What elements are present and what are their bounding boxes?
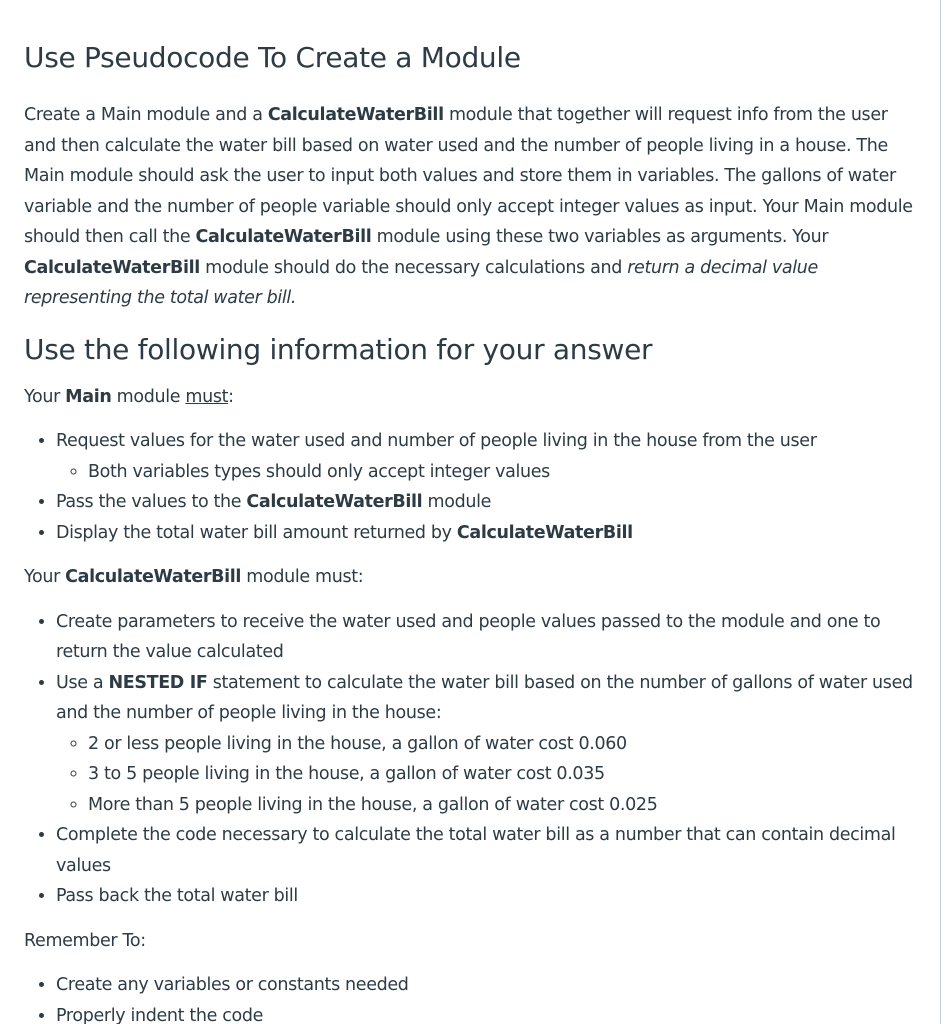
list-item: • Create any variables or constants needed bbox=[56, 970, 919, 1001]
main-label-underline: must bbox=[185, 386, 229, 407]
intro-bold-2: CalculateWaterBill bbox=[195, 227, 372, 247]
intro-bold-3: CalculateWaterBill bbox=[24, 257, 200, 278]
intro-text-1: Create a Main module and a bbox=[24, 105, 268, 125]
content-divider bbox=[940, 0, 945, 1024]
list-item bbox=[56, 518, 919, 549]
remember-list bbox=[24, 970, 919, 1024]
main-label-mid: module bbox=[111, 386, 186, 407]
list-item bbox=[56, 668, 919, 821]
list-item: • Pass back the total water bill bbox=[56, 881, 919, 912]
list-item: • Create parameters to receive the water used and people values passed to the module and one to return the value calculated bbox=[56, 607, 919, 668]
list-item: • Complete the code necessary to calculate the total water bill as a number that can contain decimal values bbox=[56, 820, 919, 881]
sub-list-item: ◦ 3 to 5 people living in the house, a gallon of water cost 0.035 bbox=[88, 759, 919, 790]
main-label-bold: Main bbox=[65, 386, 112, 407]
list-item-text: Pass the values to the bbox=[56, 492, 247, 512]
calc-label-post: module must: bbox=[241, 567, 364, 587]
main-label-pre: Your bbox=[24, 386, 66, 407]
intro-paragraph bbox=[24, 100, 919, 314]
list-item-bold: NESTED IF bbox=[108, 672, 208, 693]
sub-list bbox=[56, 729, 919, 821]
calc-label-bold: CalculateWaterBill bbox=[65, 567, 242, 587]
sub-list-item: ◦ Both variables types should only accept integer values bbox=[88, 457, 919, 488]
list-item bbox=[56, 426, 919, 487]
sub-list-item: ◦ 2 or less people living in the house, a gallon of water cost 0.060 bbox=[88, 729, 919, 760]
intro-text-2: module that together will request info from the user and then calculate the water bill based on water used and the number of people living in a house. The Main module should ask the user to input both values and store them in variables. The gallons of water variable and the number of people variable should only accept integer values as input. Your Main module should then call the bbox=[24, 105, 913, 247]
sub-list bbox=[56, 457, 919, 488]
list-item-text: Request values for the water used and number of people living in the house from the user bbox=[56, 431, 817, 451]
sub-list-item: ◦ More than 5 people living in the house, a gallon of water cost 0.025 bbox=[88, 790, 919, 821]
main-label-post: : bbox=[228, 386, 234, 407]
list-item bbox=[56, 487, 919, 518]
calc-label-pre: Your bbox=[24, 567, 66, 587]
assignment-content bbox=[24, 38, 919, 1024]
list-item-bold: CalculateWaterBill bbox=[246, 492, 423, 512]
list-item-text: Use a bbox=[56, 672, 109, 693]
list-item-text: module bbox=[422, 492, 492, 512]
section-heading: Use the following information for your answer bbox=[24, 332, 653, 366]
calc-module-label bbox=[24, 562, 919, 593]
intro-bold-1: CalculateWaterBill bbox=[267, 105, 444, 125]
list-item-text: Display the total water bill amount returned by bbox=[56, 522, 457, 543]
intro-text-4: module should do the necessary calculations and bbox=[199, 257, 628, 278]
calc-module-list bbox=[24, 607, 919, 912]
intro-italic: return a decimal value representing the total water bill. bbox=[24, 257, 818, 308]
list-item-text: statement to calculate the water bill based on the number of gallons of water used and the number of people living in the house: bbox=[56, 672, 913, 723]
list-item: • Properly indent the code bbox=[56, 1001, 919, 1024]
remember-label: Remember To: bbox=[24, 930, 146, 951]
main-module-list bbox=[24, 426, 919, 548]
intro-text-3: module using these two variables as arguments. Your bbox=[371, 227, 829, 247]
main-module-label bbox=[24, 382, 919, 413]
page-title: Use Pseudocode To Create a Module bbox=[24, 41, 521, 74]
list-item-bold: CalculateWaterBill bbox=[456, 522, 633, 543]
